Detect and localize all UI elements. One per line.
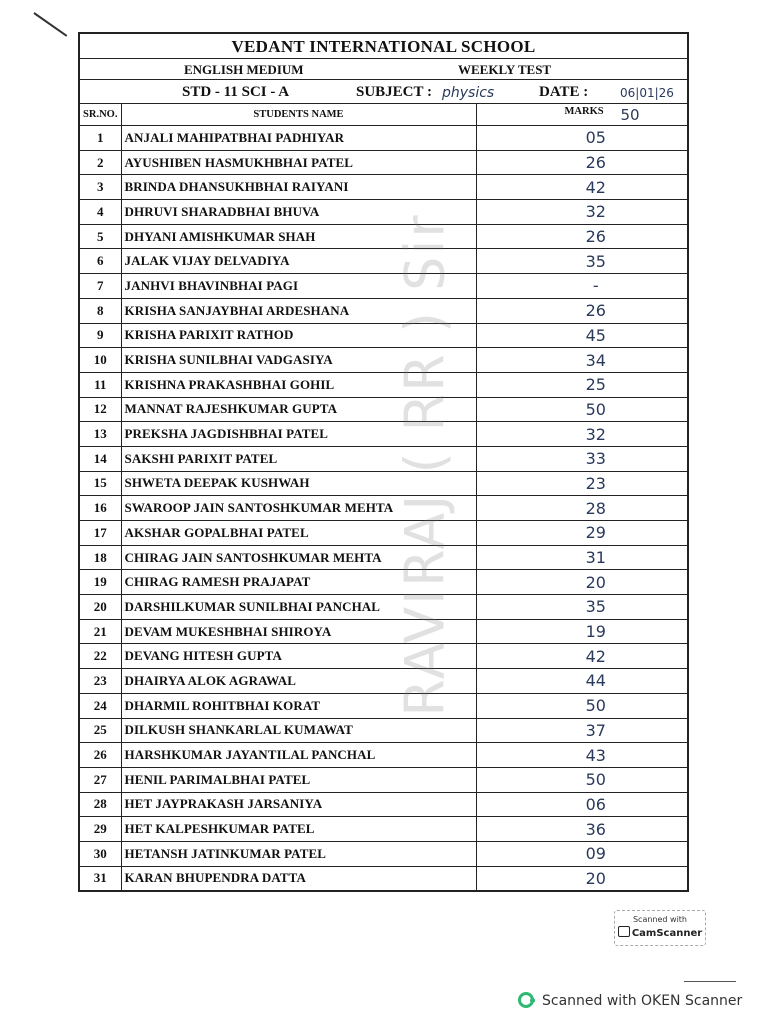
oken-logo-icon xyxy=(518,992,534,1008)
camscanner-badge xyxy=(614,910,706,946)
subject-label: SUBJECT : xyxy=(356,84,432,100)
row-sr: 27 xyxy=(80,767,121,792)
table-row xyxy=(80,126,687,151)
row-marks: 42 xyxy=(476,644,687,669)
table-row xyxy=(80,866,687,890)
camscanner-icon xyxy=(618,926,630,937)
table-row xyxy=(80,767,687,792)
table-row xyxy=(80,545,687,570)
row-name: SWAROOP JAIN SANTOSHKUMAR MEHTA xyxy=(121,496,476,521)
row-name: JALAK VIJAY DELVADIYA xyxy=(121,249,476,274)
table-row xyxy=(80,446,687,471)
row-sr: 28 xyxy=(80,792,121,817)
footer-rule xyxy=(684,981,736,982)
col-name-header: STUDENTS NAME xyxy=(121,104,476,126)
row-name: KRISHNA PRAKASHBHAI GOHIL xyxy=(121,372,476,397)
row-name: DEVAM MUKESHBHAI SHIROYA xyxy=(121,619,476,644)
row-marks: 31 xyxy=(476,545,687,570)
row-marks: 28 xyxy=(476,496,687,521)
row-sr: 21 xyxy=(80,619,121,644)
table-row xyxy=(80,718,687,743)
row-sr: 30 xyxy=(80,841,121,866)
row-sr: 2 xyxy=(80,150,121,175)
row-marks: 50 xyxy=(476,693,687,718)
col-marks-header xyxy=(476,104,687,126)
row-sr: 5 xyxy=(80,224,121,249)
row-sr: 8 xyxy=(80,298,121,323)
table-row xyxy=(80,200,687,225)
row-name: SHWETA DEEPAK KUSHWAH xyxy=(121,471,476,496)
table-row xyxy=(80,150,687,175)
row-sr: 9 xyxy=(80,323,121,348)
row-sr: 3 xyxy=(80,175,121,200)
table-row xyxy=(80,298,687,323)
row-marks: 35 xyxy=(476,249,687,274)
row-sr: 4 xyxy=(80,200,121,225)
total-marks: 50 xyxy=(620,106,640,124)
table-row xyxy=(80,224,687,249)
row-name: JANHVI BHAVINBHAI PAGI xyxy=(121,274,476,299)
table-body xyxy=(80,126,687,891)
table-header-row xyxy=(80,104,687,126)
row-name: HETANSH JATINKUMAR PATEL xyxy=(121,841,476,866)
row-sr: 25 xyxy=(80,718,121,743)
table-row xyxy=(80,669,687,694)
row-name: KRISHA SUNILBHAI VADGASIYA xyxy=(121,348,476,373)
row-name: KRISHA PARIXIT RATHOD xyxy=(121,323,476,348)
date-label: DATE : xyxy=(539,84,589,100)
row-marks: 44 xyxy=(476,669,687,694)
row-name: HET KALPESHKUMAR PATEL xyxy=(121,817,476,842)
row-name: KRISHA SANJAYBHAI ARDESHANA xyxy=(121,298,476,323)
row-marks: 29 xyxy=(476,521,687,546)
table-row xyxy=(80,323,687,348)
row-sr: 12 xyxy=(80,397,121,422)
row-name: HENIL PARIMALBHAI PATEL xyxy=(121,767,476,792)
table-row xyxy=(80,422,687,447)
row-name: PREKSHA JAGDISHBHAI PATEL xyxy=(121,422,476,447)
row-name: HET JAYPRAKASH JARSANIYA xyxy=(121,792,476,817)
row-marks: 20 xyxy=(476,570,687,595)
medium-label: ENGLISH MEDIUM xyxy=(184,62,304,77)
row-sr: 16 xyxy=(80,496,121,521)
row-name: DILKUSH SHANKARLAL KUMAWAT xyxy=(121,718,476,743)
row-marks: 37 xyxy=(476,718,687,743)
row-marks: 26 xyxy=(476,224,687,249)
row-marks: 34 xyxy=(476,348,687,373)
row-name: KARAN BHUPENDRA DATTA xyxy=(121,866,476,890)
row-marks: 32 xyxy=(476,200,687,225)
row-marks: 26 xyxy=(476,150,687,175)
row-marks: 33 xyxy=(476,446,687,471)
row-marks: 05 xyxy=(476,126,687,151)
row-sr: 1 xyxy=(80,126,121,151)
row-marks: 50 xyxy=(476,767,687,792)
row-marks: 20 xyxy=(476,866,687,890)
subheader-row xyxy=(80,59,687,80)
row-marks: - xyxy=(476,274,687,299)
table-row xyxy=(80,521,687,546)
table-row xyxy=(80,175,687,200)
row-name: AKSHAR GOPALBHAI PATEL xyxy=(121,521,476,546)
table-row xyxy=(80,792,687,817)
table-row xyxy=(80,274,687,299)
camscanner-line1: Scanned with xyxy=(632,915,688,924)
oken-footer xyxy=(518,990,742,1012)
row-marks: 26 xyxy=(476,298,687,323)
table-row xyxy=(80,348,687,373)
row-marks: 45 xyxy=(476,323,687,348)
marks-table xyxy=(80,104,687,890)
row-sr: 15 xyxy=(80,471,121,496)
row-sr: 22 xyxy=(80,644,121,669)
oken-text: Scanned with OKEN Scanner xyxy=(542,993,743,1009)
row-name: DHARMIL ROHITBHAI KORAT xyxy=(121,693,476,718)
row-name: DEVANG HITESH GUPTA xyxy=(121,644,476,669)
row-marks: 19 xyxy=(476,619,687,644)
row-name: DHYANI AMISHKUMAR SHAH xyxy=(121,224,476,249)
row-name: DHAIRYA ALOK AGRAWAL xyxy=(121,669,476,694)
row-name: SAKSHI PARIXIT PATEL xyxy=(121,446,476,471)
row-name: CHIRAG JAIN SANTOSHKUMAR MEHTA xyxy=(121,545,476,570)
camscanner-line2 xyxy=(615,926,705,939)
table-row xyxy=(80,619,687,644)
row-name: ANJALI MAHIPATBHAI PADHIYAR xyxy=(121,126,476,151)
subject-value: physics xyxy=(442,85,495,101)
row-sr: 29 xyxy=(80,817,121,842)
table-row xyxy=(80,644,687,669)
date-value: 06|01|26 xyxy=(620,86,674,100)
row-name: DARSHILKUMAR SUNILBHAI PANCHAL xyxy=(121,595,476,620)
row-name: AYUSHIBEN HASMUKHBHAI PATEL xyxy=(121,150,476,175)
table-row xyxy=(80,249,687,274)
row-marks: 43 xyxy=(476,743,687,768)
row-sr: 31 xyxy=(80,866,121,890)
row-sr: 7 xyxy=(80,274,121,299)
row-sr: 26 xyxy=(80,743,121,768)
watermark-text: RAVIRAJ ( RR ) Sir xyxy=(393,213,457,717)
table-row xyxy=(80,397,687,422)
marks-sheet xyxy=(78,32,689,892)
corner-mark xyxy=(33,12,67,37)
table-row xyxy=(80,471,687,496)
table-row xyxy=(80,570,687,595)
col-sr-header: SR.NO. xyxy=(80,104,121,126)
row-marks: 32 xyxy=(476,422,687,447)
row-sr: 14 xyxy=(80,446,121,471)
row-marks: 25 xyxy=(476,372,687,397)
camscanner-brand: CamScanner xyxy=(631,928,703,939)
row-sr: 19 xyxy=(80,570,121,595)
row-name: MANNAT RAJESHKUMAR GUPTA xyxy=(121,397,476,422)
row-sr: 13 xyxy=(80,422,121,447)
row-marks: 50 xyxy=(476,397,687,422)
row-marks: 23 xyxy=(476,471,687,496)
table-row xyxy=(80,693,687,718)
row-marks: 42 xyxy=(476,175,687,200)
row-name: DHRUVI SHARADBHAI BHUVA xyxy=(121,200,476,225)
row-sr: 18 xyxy=(80,545,121,570)
school-name: VEDANT INTERNATIONAL SCHOOL xyxy=(80,34,687,59)
row-sr: 11 xyxy=(80,372,121,397)
row-marks: 09 xyxy=(476,841,687,866)
marks-label: MARKS xyxy=(564,106,604,117)
table-row xyxy=(80,841,687,866)
table-row xyxy=(80,372,687,397)
row-sr: 10 xyxy=(80,348,121,373)
row-name: BRINDA DHANSUKHBHAI RAIYANI xyxy=(121,175,476,200)
row-marks: 35 xyxy=(476,595,687,620)
row-sr: 23 xyxy=(80,669,121,694)
row-name: HARSHKUMAR JAYANTILAL PANCHAL xyxy=(121,743,476,768)
table-row xyxy=(80,496,687,521)
row-name: CHIRAG RAMESH PRAJAPAT xyxy=(121,570,476,595)
class-row xyxy=(80,80,687,104)
row-sr: 17 xyxy=(80,521,121,546)
table-row xyxy=(80,817,687,842)
std-label: STD - 11 SCI - A xyxy=(182,84,290,100)
row-marks: 06 xyxy=(476,792,687,817)
table-row xyxy=(80,743,687,768)
table-row xyxy=(80,595,687,620)
row-sr: 6 xyxy=(80,249,121,274)
test-label: WEEKLY TEST xyxy=(458,62,552,77)
row-sr: 24 xyxy=(80,693,121,718)
row-sr: 20 xyxy=(80,595,121,620)
row-marks: 36 xyxy=(476,817,687,842)
